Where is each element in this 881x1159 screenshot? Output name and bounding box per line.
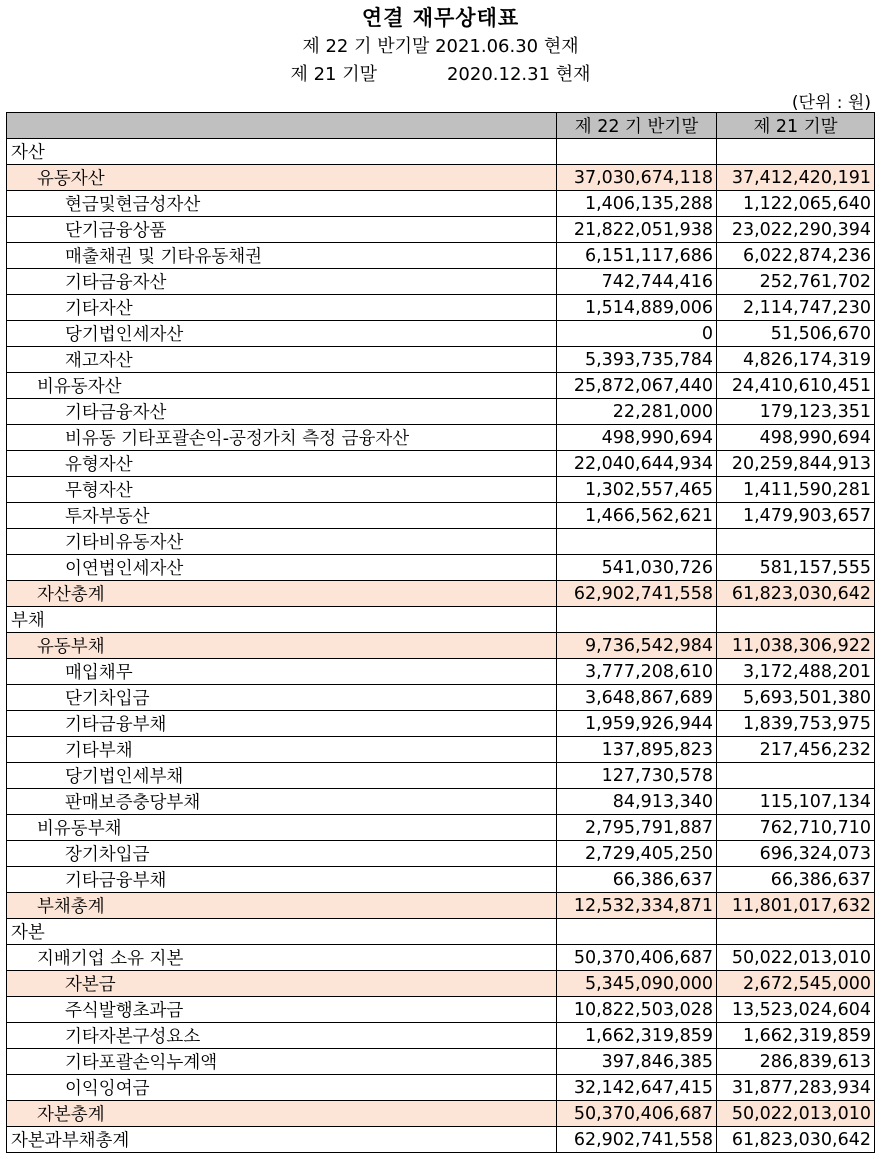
- table-row: [7, 295, 875, 321]
- current-period-value: 5,345,090,000: [557, 971, 717, 997]
- table-row: [7, 451, 875, 477]
- current-period-value: 1,514,889,006: [557, 295, 717, 321]
- account-label: 매출채권 및 기타유동채권: [7, 243, 557, 269]
- table-body: [7, 139, 875, 1153]
- table-row: [7, 425, 875, 451]
- current-period-value: 2,795,791,887: [557, 815, 717, 841]
- prior-period-value: 61,823,030,642: [717, 1127, 875, 1153]
- current-period-value: 62,902,741,558: [557, 1127, 717, 1153]
- prior-period-value: 6,022,874,236: [717, 243, 875, 269]
- account-label: 무형자산: [7, 477, 557, 503]
- table-header-row: [7, 113, 875, 139]
- current-period-value: 541,030,726: [557, 555, 717, 581]
- current-period-value: 32,142,647,415: [557, 1075, 717, 1101]
- prior-period-value: 50,022,013,010: [717, 1101, 875, 1127]
- prior-period-value: 179,123,351: [717, 399, 875, 425]
- account-label: 부채총계: [7, 893, 557, 919]
- current-period-value: 1,466,562,621: [557, 503, 717, 529]
- table-row: [7, 1101, 875, 1127]
- account-label: 판매보증충당부채: [7, 789, 557, 815]
- current-period-value: 21,822,051,938: [557, 217, 717, 243]
- table-row: [7, 477, 875, 503]
- current-period-value: 66,386,637: [557, 867, 717, 893]
- prior-period-value: [717, 607, 875, 633]
- account-label: 기타자산: [7, 295, 557, 321]
- prior-period-value: 696,324,073: [717, 841, 875, 867]
- column-header-prior: 제 21 기말: [717, 113, 875, 139]
- current-period-value: 50,370,406,687: [557, 945, 717, 971]
- current-period-value: 127,730,578: [557, 763, 717, 789]
- prior-period-value: 2,672,545,000: [717, 971, 875, 997]
- current-period-value: 22,281,000: [557, 399, 717, 425]
- prior-period-label: 제 21 기말: [290, 64, 377, 85]
- table-row: [7, 607, 875, 633]
- account-label: 주식발행초과금: [7, 997, 557, 1023]
- table-row: [7, 191, 875, 217]
- account-label: 현금및현금성자산: [7, 191, 557, 217]
- account-label: 자산총계: [7, 581, 557, 607]
- table-row: [7, 893, 875, 919]
- prior-period-value: 31,877,283,934: [717, 1075, 875, 1101]
- table-row: [7, 1023, 875, 1049]
- table-row: [7, 737, 875, 763]
- current-period-value: 3,777,208,610: [557, 659, 717, 685]
- table-row: [7, 867, 875, 893]
- table-row: [7, 815, 875, 841]
- account-label: 유동부채: [7, 633, 557, 659]
- table-row: [7, 399, 875, 425]
- current-period-value: 5,393,735,784: [557, 347, 717, 373]
- prior-period-value: 66,386,637: [717, 867, 875, 893]
- prior-period-value: [717, 919, 875, 945]
- account-label: 기타포괄손익누계액: [7, 1049, 557, 1075]
- table-row: [7, 685, 875, 711]
- current-period-value: 37,030,674,118: [557, 165, 717, 191]
- prior-period-date: 2020.12.31 현재: [446, 64, 591, 85]
- account-label: 투자부동산: [7, 503, 557, 529]
- table-row: [7, 529, 875, 555]
- column-header-account: [7, 113, 557, 139]
- account-label: 기타비유동자산: [7, 529, 557, 555]
- account-label: 비유동 기타포괄손익-공정가치 측정 금융자산: [7, 425, 557, 451]
- prior-period-value: 1,662,319,859: [717, 1023, 875, 1049]
- table-row: [7, 373, 875, 399]
- account-label: 장기차입금: [7, 841, 557, 867]
- statement-title: 연결 재무상태표: [361, 6, 520, 30]
- account-label: 자본: [7, 919, 557, 945]
- current-period-value: 22,040,644,934: [557, 451, 717, 477]
- table-row: [7, 217, 875, 243]
- table-row: [7, 139, 875, 165]
- prior-period-value: 2,114,747,230: [717, 295, 875, 321]
- account-label: 자본금: [7, 971, 557, 997]
- prior-period-value: 11,801,017,632: [717, 893, 875, 919]
- prior-period-value: 252,761,702: [717, 269, 875, 295]
- account-label: 비유동부채: [7, 815, 557, 841]
- account-label: 이연법인세자산: [7, 555, 557, 581]
- table-row: [7, 711, 875, 737]
- prior-period-value: 61,823,030,642: [717, 581, 875, 607]
- current-period-value: 50,370,406,687: [557, 1101, 717, 1127]
- table-row: [7, 581, 875, 607]
- current-period-value: 9,736,542,984: [557, 633, 717, 659]
- account-label: 부채: [7, 607, 557, 633]
- prior-period-value: 115,107,134: [717, 789, 875, 815]
- current-period-value: 12,532,334,871: [557, 893, 717, 919]
- account-label: 기타금융부채: [7, 867, 557, 893]
- table-row: [7, 789, 875, 815]
- account-label: 자본과부채총계: [7, 1127, 557, 1153]
- prior-period-value: 1,479,903,657: [717, 503, 875, 529]
- prior-period-value: 23,022,290,394: [717, 217, 875, 243]
- prior-period-value: 51,506,670: [717, 321, 875, 347]
- prior-period-value: 3,172,488,201: [717, 659, 875, 685]
- prior-period-value: 50,022,013,010: [717, 945, 875, 971]
- prior-period-value: 20,259,844,913: [717, 451, 875, 477]
- prior-period-value: [717, 139, 875, 165]
- current-period-value: 2,729,405,250: [557, 841, 717, 867]
- current-period-value: 1,406,135,288: [557, 191, 717, 217]
- current-period-value: 62,902,741,558: [557, 581, 717, 607]
- current-period-value: 137,895,823: [557, 737, 717, 763]
- account-label: 유형자산: [7, 451, 557, 477]
- table-row: [7, 997, 875, 1023]
- table-row: [7, 1049, 875, 1075]
- prior-period-value: 286,839,613: [717, 1049, 875, 1075]
- prior-period-value: 13,523,024,604: [717, 997, 875, 1023]
- prior-period-value: 5,693,501,380: [717, 685, 875, 711]
- account-label: 재고자산: [7, 347, 557, 373]
- prior-period-value: 24,410,610,451: [717, 373, 875, 399]
- current-period-value: 3,648,867,689: [557, 685, 717, 711]
- current-period-value: [557, 529, 717, 555]
- table-row: [7, 945, 875, 971]
- table-row: [7, 555, 875, 581]
- current-period-value: 0: [557, 321, 717, 347]
- account-label: 유동자산: [7, 165, 557, 191]
- table-row: [7, 971, 875, 997]
- balance-sheet-table: [6, 112, 875, 1153]
- current-period-value: [557, 139, 717, 165]
- current-period-value: 397,846,385: [557, 1049, 717, 1075]
- prior-period-value: 498,990,694: [717, 425, 875, 451]
- table-row: [7, 1127, 875, 1153]
- table-row: [7, 503, 875, 529]
- account-label: 당기법인세자산: [7, 321, 557, 347]
- table-row: [7, 763, 875, 789]
- account-label: 자산: [7, 139, 557, 165]
- table-row: [7, 243, 875, 269]
- account-label: 자본총계: [7, 1101, 557, 1127]
- current-period-line: 제 22 기 반기말 2021.06.30 현재: [302, 36, 579, 57]
- table-row: [7, 919, 875, 945]
- table-row: [7, 841, 875, 867]
- table-row: [7, 1075, 875, 1101]
- account-label: 당기법인세부채: [7, 763, 557, 789]
- account-label: 매입채무: [7, 659, 557, 685]
- unit-note: (단위 : 원): [791, 93, 871, 113]
- prior-period-value: 1,411,590,281: [717, 477, 875, 503]
- table-row: [7, 269, 875, 295]
- current-period-value: [557, 919, 717, 945]
- table-row: [7, 347, 875, 373]
- table-row: [7, 633, 875, 659]
- column-header-current: 제 22 기 반기말: [557, 113, 717, 139]
- prior-period-value: 4,826,174,319: [717, 347, 875, 373]
- current-period-value: 742,744,416: [557, 269, 717, 295]
- account-label: 기타금융자산: [7, 399, 557, 425]
- table-row: [7, 321, 875, 347]
- current-period-value: [557, 607, 717, 633]
- prior-period-value: [717, 763, 875, 789]
- account-label: 기타부채: [7, 737, 557, 763]
- prior-period-value: 217,456,232: [717, 737, 875, 763]
- current-period-value: 10,822,503,028: [557, 997, 717, 1023]
- account-label: 기타자본구성요소: [7, 1023, 557, 1049]
- account-label: 단기금융상품: [7, 217, 557, 243]
- current-period-value: 1,662,319,859: [557, 1023, 717, 1049]
- account-label: 기타금융자산: [7, 269, 557, 295]
- prior-period-value: 581,157,555: [717, 555, 875, 581]
- current-period-value: 6,151,117,686: [557, 243, 717, 269]
- account-label: 기타금융부채: [7, 711, 557, 737]
- current-period-value: 25,872,067,440: [557, 373, 717, 399]
- current-period-value: 498,990,694: [557, 425, 717, 451]
- prior-period-value: 11,038,306,922: [717, 633, 875, 659]
- account-label: 단기차입금: [7, 685, 557, 711]
- prior-period-value: 1,122,065,640: [717, 191, 875, 217]
- prior-period-value: 37,412,420,191: [717, 165, 875, 191]
- prior-period-value: 1,839,753,975: [717, 711, 875, 737]
- prior-period-value: [717, 529, 875, 555]
- current-period-value: 1,302,557,465: [557, 477, 717, 503]
- table-row: [7, 165, 875, 191]
- table-row: [7, 659, 875, 685]
- prior-period-line: [0, 60, 881, 86]
- current-period-value: 1,959,926,944: [557, 711, 717, 737]
- account-label: 이익잉여금: [7, 1075, 557, 1101]
- current-period-value: 84,913,340: [557, 789, 717, 815]
- account-label: 지배기업 소유 지본: [7, 945, 557, 971]
- account-label: 비유동자산: [7, 373, 557, 399]
- prior-period-value: 762,710,710: [717, 815, 875, 841]
